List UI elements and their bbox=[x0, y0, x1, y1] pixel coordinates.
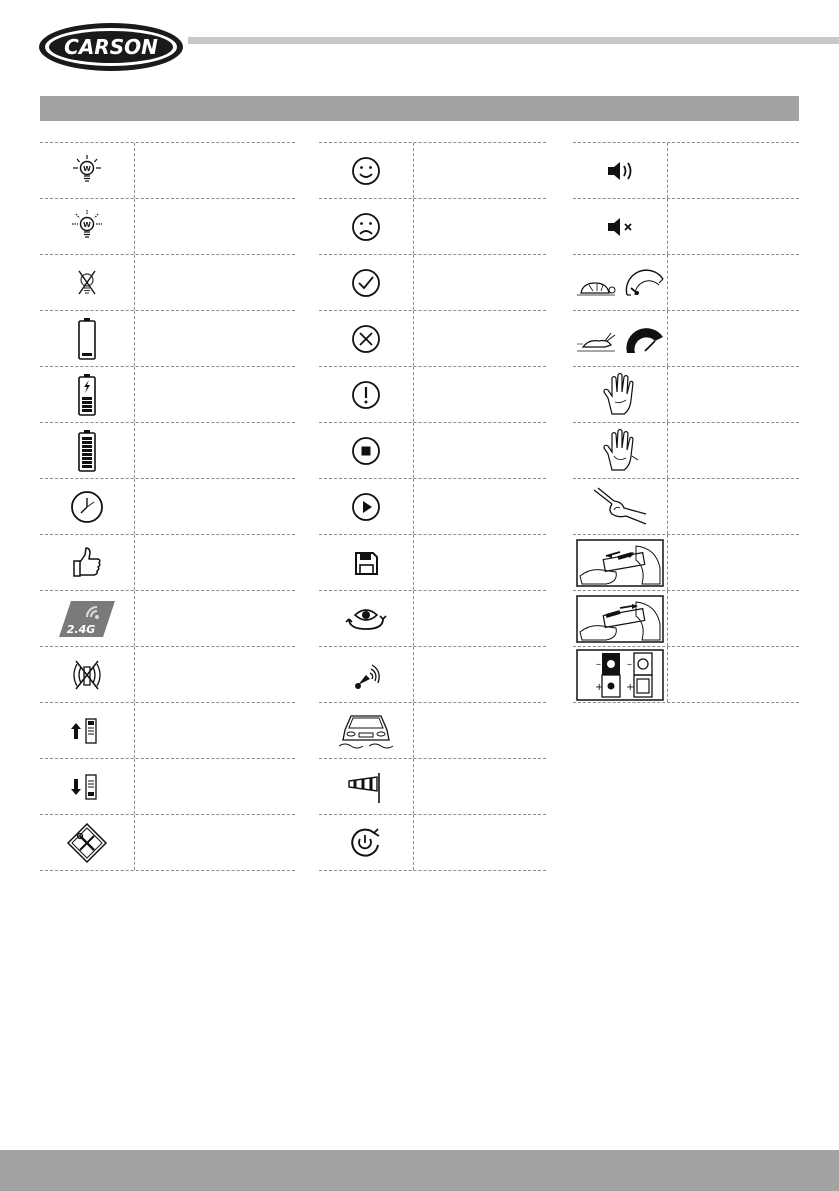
svg-text:–: – bbox=[596, 658, 601, 670]
legend-column-2 bbox=[319, 142, 546, 871]
exclamation-circle-icon bbox=[346, 375, 386, 415]
legend-row bbox=[573, 422, 799, 478]
legend-row bbox=[40, 758, 295, 814]
legend-row bbox=[319, 646, 546, 702]
legend-row bbox=[319, 814, 546, 871]
legend-text bbox=[135, 367, 295, 422]
legend-row bbox=[319, 422, 546, 478]
legend-text bbox=[135, 703, 295, 758]
legend-text bbox=[135, 199, 295, 254]
thumbs-up-icon bbox=[67, 543, 107, 583]
clock-icon bbox=[67, 487, 107, 527]
legend-row bbox=[573, 478, 799, 534]
legend-text bbox=[668, 423, 799, 478]
car-drift-icon bbox=[331, 708, 401, 754]
legend-row bbox=[40, 534, 295, 590]
power-rotate-icon bbox=[344, 821, 388, 865]
speaker-mute-icon bbox=[600, 207, 640, 247]
legend-row bbox=[319, 534, 546, 590]
legend-text bbox=[414, 367, 546, 422]
legend-row bbox=[40, 366, 295, 422]
legend-row bbox=[319, 142, 546, 198]
legend-text bbox=[414, 815, 546, 870]
legend-row bbox=[40, 310, 295, 366]
legend-text bbox=[668, 199, 799, 254]
legend-row bbox=[319, 478, 546, 534]
smiley-sad-icon bbox=[346, 207, 386, 247]
switch-down-icon bbox=[62, 767, 112, 807]
legend-row bbox=[573, 142, 799, 198]
legend-row bbox=[573, 646, 799, 703]
legend-text bbox=[135, 255, 295, 310]
legend-text bbox=[668, 479, 799, 534]
legend-text bbox=[135, 143, 295, 198]
rabbit-fast-speed-icon bbox=[575, 319, 665, 359]
legend-row bbox=[573, 254, 799, 310]
legend-text bbox=[414, 255, 546, 310]
legend-text bbox=[668, 647, 799, 702]
turtle-slow-speed-icon bbox=[575, 263, 665, 303]
tools-diamond-icon bbox=[65, 821, 109, 865]
legend-row bbox=[319, 310, 546, 366]
hand-open-icon bbox=[598, 370, 642, 420]
windsock-icon bbox=[341, 767, 391, 807]
legend-text bbox=[668, 143, 799, 198]
legend-text bbox=[414, 535, 546, 590]
legend-text bbox=[414, 199, 546, 254]
legend-row bbox=[319, 702, 546, 758]
legend-text bbox=[414, 647, 546, 702]
svg-text:+: + bbox=[626, 681, 635, 693]
check-circle-icon bbox=[346, 263, 386, 303]
light-on-white-icon bbox=[67, 151, 107, 191]
hand-palm-icon bbox=[598, 426, 642, 476]
carson-logo bbox=[38, 22, 184, 72]
svg-text:–: – bbox=[627, 658, 632, 670]
legend-text bbox=[414, 591, 546, 646]
legend-row bbox=[40, 646, 295, 702]
legend-row bbox=[40, 478, 295, 534]
stop-circle-icon bbox=[346, 431, 386, 471]
play-circle-icon bbox=[346, 487, 386, 527]
cross-circle-icon bbox=[346, 319, 386, 359]
svg-text:W: W bbox=[83, 220, 91, 229]
legend-row bbox=[40, 254, 295, 310]
legend-row bbox=[319, 366, 546, 422]
legend-text bbox=[135, 423, 295, 478]
finger-press-icon bbox=[590, 484, 650, 530]
legend-text bbox=[135, 535, 295, 590]
section-title-bar bbox=[40, 96, 799, 121]
smiley-happy-icon bbox=[346, 151, 386, 191]
legend-row bbox=[40, 702, 295, 758]
polarity-diagram-icon bbox=[576, 649, 664, 701]
battery-insert-icon bbox=[576, 538, 664, 588]
battery-charging-icon bbox=[67, 371, 107, 419]
legend-row bbox=[319, 254, 546, 310]
no-radio-interference-icon bbox=[67, 655, 107, 695]
badge-text: 2.4G bbox=[66, 622, 96, 636]
legend-row bbox=[573, 590, 799, 646]
legend-text bbox=[414, 311, 546, 366]
legend-row bbox=[573, 534, 799, 590]
speaker-on-icon bbox=[600, 151, 640, 191]
legend-text bbox=[414, 479, 546, 534]
legend-text bbox=[135, 311, 295, 366]
legend-row bbox=[40, 814, 295, 871]
logo-text: CARSON bbox=[64, 35, 158, 59]
legend-row bbox=[40, 142, 295, 198]
footer-bar bbox=[0, 1150, 839, 1191]
light-off-icon bbox=[67, 263, 107, 303]
svg-text:+: + bbox=[595, 681, 604, 693]
legend-text bbox=[135, 479, 295, 534]
legend-row bbox=[319, 758, 546, 814]
legend-text bbox=[668, 535, 799, 590]
legend-row bbox=[573, 366, 799, 422]
legend-column-3 bbox=[573, 142, 799, 703]
floppy-save-icon bbox=[346, 543, 386, 583]
battery-remove-icon bbox=[576, 594, 664, 644]
legend-row bbox=[40, 422, 295, 478]
legend-text bbox=[668, 255, 799, 310]
2-4ghz-badge-icon bbox=[57, 599, 117, 639]
switch-up-icon bbox=[62, 711, 112, 751]
legend-row bbox=[40, 590, 295, 646]
legend-column-1 bbox=[40, 142, 295, 871]
legend-row bbox=[573, 198, 799, 254]
light-flash-white-icon bbox=[67, 207, 107, 247]
battery-empty-icon bbox=[67, 315, 107, 363]
legend-text bbox=[668, 367, 799, 422]
flashlight-signal-icon bbox=[346, 655, 386, 695]
legend-row bbox=[319, 198, 546, 254]
legend-text bbox=[668, 311, 799, 366]
legend-text bbox=[135, 759, 295, 814]
legend-text bbox=[668, 591, 799, 646]
legend-row bbox=[573, 310, 799, 366]
legend-text bbox=[414, 423, 546, 478]
legend-row bbox=[319, 590, 546, 646]
battery-full-icon bbox=[67, 427, 107, 475]
legend-text bbox=[414, 759, 546, 814]
legend-text bbox=[135, 815, 295, 870]
header-stripe bbox=[188, 37, 839, 44]
legend-text bbox=[135, 591, 295, 646]
legend-text bbox=[414, 143, 546, 198]
eye-rotate-icon bbox=[341, 599, 391, 639]
svg-text:W: W bbox=[83, 164, 91, 173]
legend-text bbox=[414, 703, 546, 758]
legend-row bbox=[40, 198, 295, 254]
legend-text bbox=[135, 647, 295, 702]
